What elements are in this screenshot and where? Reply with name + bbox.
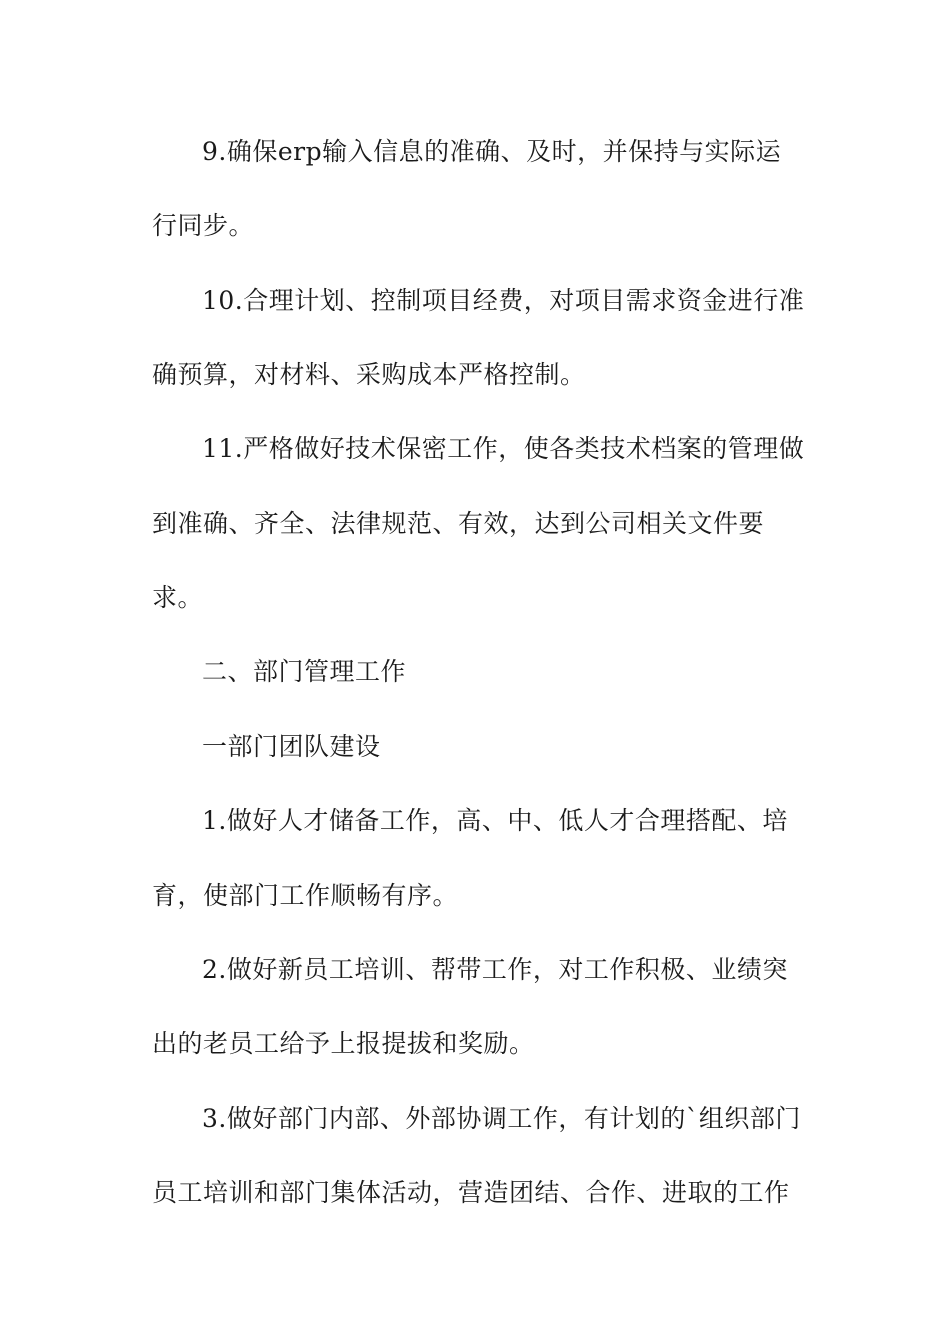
item-10-line-2: 确预算，对材料、采购成本严格控制。 [152,360,586,389]
item-1-line-2: 育，使部门工作顺畅有序。 [152,881,459,910]
item-9-line-1: 9.确保erp输入信息的准确、及时，并保持与实际运 [202,137,782,166]
item-11-line-1: 11.严格做好技术保密工作，使各类技术档案的管理做 [202,434,805,463]
item-11-line-2: 到准确、齐全、法律规范、有效，达到公司相关文件要 [152,509,765,538]
item-3-line-2: 员工培训和部门集体活动，营造团结、合作、进取的工作 [152,1178,790,1207]
item-1-line-1: 1.做好人才储备工作，高、中、低人才合理搭配、培 [202,806,788,835]
item-2-line-1: 2.做好新员工培训、帮带工作，对工作积极、业绩突 [202,955,788,984]
item-2-line-2: 出的老员工给予上报提拔和奖励。 [152,1029,535,1058]
section-heading: 二、部门管理工作 [202,657,407,686]
item-9-line-2: 行同步。 [152,211,255,240]
item-10-line-1: 10.合理计划、控制项目经费，对项目需求资金进行准 [202,286,805,315]
subsection-heading: 一部门团队建设 [202,732,381,761]
item-3-line-1: 3.做好部门内部、外部协调工作，有计划的`组织部门 [202,1104,801,1133]
item-11-line-3: 求。 [152,583,204,612]
